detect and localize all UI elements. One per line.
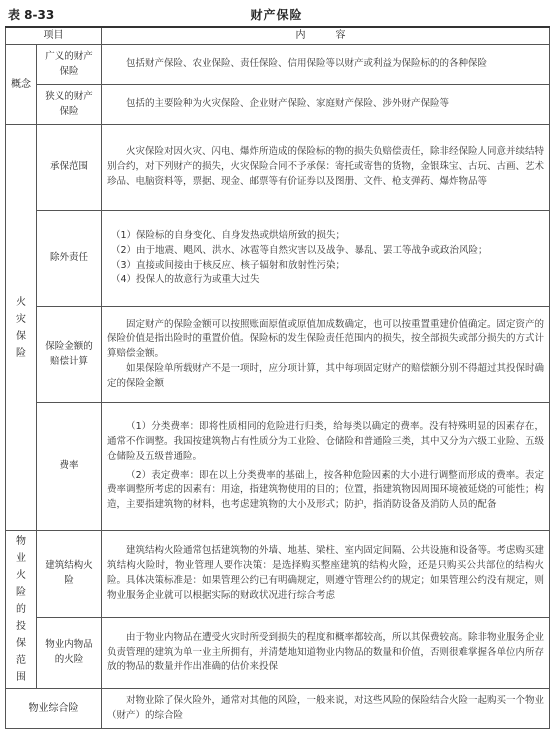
property-insurance-table bbox=[5, 26, 550, 729]
subitem-scope-label: 承保范围 bbox=[37, 125, 102, 211]
table-row bbox=[6, 617, 550, 688]
compensation-paragraph: 如果保险单所载财产不是一项时，应分项计算，其中每项固定财产的赔偿额分别不得超过其投保时确定的保险金额 bbox=[107, 362, 545, 389]
category-fire-label: 火灾保险 bbox=[16, 296, 26, 359]
table-row bbox=[6, 85, 550, 125]
exclusions-text bbox=[102, 211, 550, 307]
category-property-fire-label: 物业火险的投保范围 bbox=[16, 536, 26, 683]
table-header-row bbox=[6, 27, 550, 45]
table-row bbox=[6, 403, 550, 531]
rates-paragraph: （2）表定费率：即在以上分类费率的基础上，按各种危险因素的大小进行调整而形成的费率。表定费率调整所考虑的因素有：用途，指建筑物使用的目的；位置，指建筑物因周围环境被延烧的可能性；构造，主要指建筑物的材料，也考虑建筑物的大小及形式；防护，指消防设备及消防人员的配备 bbox=[107, 469, 545, 510]
exclusion-item: （4）投保人的故意行为或重大过失 bbox=[111, 274, 260, 286]
contents-paragraph: 由于物业内物品在遭受火灾时所受到损失的程度和概率都较高，所以其保费较高。除非物业服务企业负责管理的建筑为单一业主所拥有，并清楚地知道物业内物品的数量和价值，否则很难掌握各单位内所存放的物品的数量并作出准确的估价来投保 bbox=[107, 631, 545, 673]
table-row bbox=[6, 689, 550, 729]
table-caption bbox=[0, 0, 553, 26]
rates-paragraph: （1）分类费率：即将性质相同的危险进行归类，给每类以确定的费率。没有特殊明显的因素存在，通常不作调整。我国按建筑物占有性质分为工业险、仓储险和普通险三类，其中又分为六级工业险、五级仓储险及五级普通险。 bbox=[107, 421, 545, 462]
subitem-broad-label: 广义的财产保险 bbox=[37, 45, 102, 85]
narrow-text bbox=[102, 85, 550, 125]
exclusion-item: （3）直接或间接由于核反应、核子辐射和放射性污染； bbox=[111, 259, 346, 271]
category-concept bbox=[6, 45, 37, 125]
comprehensive-paragraph: 对物业除了保火险外，通常对其他的风险，一般来说，对这些风险的保险结合火险一起购买一个物业（财产）的综合险 bbox=[107, 694, 545, 721]
compensation-text bbox=[102, 307, 550, 403]
category-concept-label: 概念 bbox=[11, 78, 31, 90]
table-row bbox=[6, 125, 550, 211]
scope-paragraph: 火灾保险对因火灾、闪电、爆炸所造成的保险标的物的损失负赔偿责任，除非经保险人同意并续结特别合约，对下列财产的损失，火灾保险合同不予承保：寄托或寄售的货物，金银珠宝、古玩、古画、艺术珍品、电脑资料等，票据、现金、邮票等有价证券以及图册、文件、枪支弹药、爆炸物品等 bbox=[107, 146, 545, 187]
comprehensive-text bbox=[102, 689, 550, 729]
exclusion-item: （1）保险标的自身变化、自身发热或烘焙所致的损失； bbox=[111, 230, 346, 242]
broad-paragraph: 包括财产保险、农业保险、责任保险、信用保险等以财产或利益为保险标的的各种保险 bbox=[126, 58, 488, 70]
header-item: 项目 bbox=[6, 27, 102, 45]
table-row bbox=[6, 45, 550, 85]
subitem-narrow-label: 狭义的财产保险 bbox=[37, 85, 102, 125]
narrow-paragraph: 包括的主要险种为火灾保险、企业财产保险、家庭财产保险、涉外财产保险等 bbox=[126, 98, 450, 110]
exclusion-item: （2）由于地震、飓风、洪水、冰雹等自然灾害以及战争、暴乱、罢工等战争或政治风险； bbox=[111, 244, 488, 256]
subitem-contents-label: 物业内物品的火险 bbox=[37, 617, 102, 688]
table-number: 表 8-33 bbox=[8, 8, 55, 22]
table-row bbox=[6, 531, 550, 618]
subitem-compensation-label: 保险金额的赔偿计算 bbox=[37, 307, 102, 403]
compensation-paragraph: 固定财产的保险金额可以按照账面原值或原值加成数确定，也可以按重置重建价值确定。固定资产的保险价值是指出险时的重置价值。保险标的发生保险责任范围内的损失，按全部损失或部分损失的方式计算赔偿金额。 bbox=[107, 318, 545, 360]
subitem-rates-label: 费率 bbox=[37, 403, 102, 531]
header-content: 内 容 bbox=[102, 27, 550, 45]
category-comprehensive-label: 物业综合险 bbox=[6, 689, 102, 729]
scope-text bbox=[102, 125, 550, 211]
contents-text bbox=[102, 617, 550, 688]
subitem-structure-label: 建筑结构火险 bbox=[37, 531, 102, 618]
structure-paragraph: 建筑结构火险通常包括建筑物的外墙、地基、梁柱、室内固定间隔、公共设施和设备等。考虑购买建筑结构火险时，物业管理人要作决策：是选择购买整座建筑的结构火险，还是只购买公共部位的结构火险。具体决策标准是：如果管理公约已有明确规定，则遵守管理公约的规定；如果管理公约没有规定，则物业服务企业就可以根据实际的财政状况进行综合考虑 bbox=[107, 545, 545, 601]
table-row bbox=[6, 211, 550, 307]
subitem-exclusions-label: 除外责任 bbox=[37, 211, 102, 307]
rates-text bbox=[102, 403, 550, 531]
category-property-fire bbox=[6, 531, 37, 689]
table-row bbox=[6, 307, 550, 403]
category-fire bbox=[6, 125, 37, 531]
broad-text bbox=[102, 45, 550, 85]
structure-text bbox=[102, 531, 550, 618]
table-title: 财产保险 bbox=[250, 8, 303, 22]
